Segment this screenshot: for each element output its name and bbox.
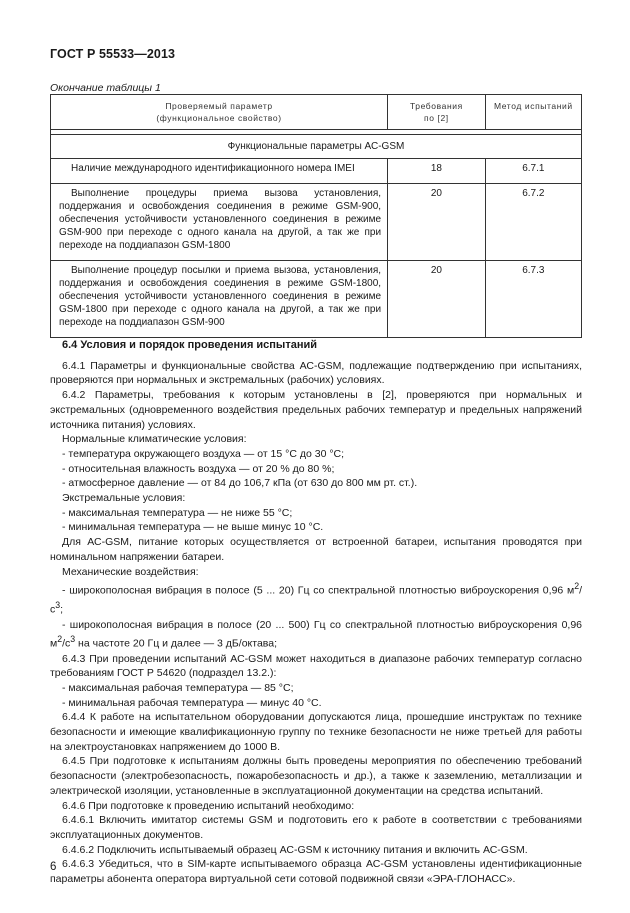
paragraph: - относительная влажность воздуха — от 20 % до 80 %; — [62, 462, 335, 475]
param-text: Выполнение процедуры приема вызова установления, поддержания и освобождения соединения в режиме GSM-900, обеспечения устойчивости установленного соединения в режиме GSM-900 при переходе с одного канала на другой, а так же при переходе на поддиапазон GSM-1800 — [59, 188, 382, 251]
vib1-text: - широкополосная вибрация в полосе (5 ... 20) Гц со спектральной плотностью виброускорения 0,96 м — [62, 584, 575, 597]
paragraph: - минимальная рабочая температура — минус 40 °С. — [62, 696, 322, 709]
param-cell — [51, 159, 388, 184]
method-cell: 6.7.2 — [485, 184, 581, 261]
section-body — [50, 338, 582, 887]
vib1-sup-b: 3 — [55, 600, 61, 611]
vib2-end: на частоте 20 Гц и далее — 3 дБ/октава; — [75, 637, 278, 650]
table-row — [51, 184, 582, 261]
paragraph: Нормальные климатические условия: — [62, 433, 247, 446]
paragraph: 6.4.1 Параметры и функциональные свойства АС-GSM, подлежащие подтверждению при испытаниях, проверяются при нормальных и экстремальных (рабочих) условиях. — [50, 359, 582, 387]
header-parameter — [51, 95, 388, 130]
paragraph: - минимальная температура — не выше минус 10 °С. — [62, 521, 324, 534]
paragraph: Механические воздействия: — [62, 565, 199, 578]
section-title-cell: Функциональные параметры АС-GSM — [51, 135, 582, 159]
paragraph: - максимальная температура — не ниже 55 °С; — [62, 506, 293, 519]
param-cell — [51, 184, 388, 261]
header-method-label: Метод испытаний — [493, 101, 573, 111]
vib1-mid: /с — [50, 584, 582, 616]
vib2-text: - широкополосная вибрация в полосе (20 ... 500) Гц со спектральной плотностью виброускорения 0,96 м — [50, 618, 582, 650]
header-requirements-line1: Требования — [409, 101, 463, 111]
paragraph: 6.4.2 Параметры, требования к которым установлены в [2], проверяются при нормальных и экстремальных (одновременного воздействия предельных рабочих температур и предельных напряжений источника питания) условиях. — [50, 389, 582, 431]
paragraph: 6.4.4 К работе на испытательном оборудовании допускаются лица, прошедшие инструктаж по технике безопасности и имеющие квалификационную группу по технике безопасности не ниже третьей для работы на электроустановках напряжением до 1000 В. — [50, 711, 582, 753]
method-cell: 6.7.3 — [485, 261, 581, 338]
header-parameter-line1: Проверяемый параметр — [165, 101, 273, 111]
section-heading: 6.4 Условия и порядок проведения испытаний — [62, 339, 318, 351]
paragraph: Для АС-GSM, питание которых осуществляется от встроенной батареи, испытания проводятся при номинальном напряжении батареи. — [50, 536, 582, 563]
vib1-end: ; — [60, 603, 64, 616]
req-cell: 20 — [388, 184, 486, 261]
paragraph: Экстремальные условия: — [62, 492, 186, 505]
vib2-sup-b: 3 — [70, 634, 76, 645]
table-row — [51, 159, 582, 184]
header-requirements-line2: по [2] — [424, 112, 449, 123]
document-header: ГОСТ Р 55533—2013 — [50, 47, 176, 61]
req-cell: 18 — [388, 159, 486, 184]
paragraph: 6.4.6 При подготовке к проведению испытаний необходимо: — [62, 799, 355, 812]
paragraph: 6.4.3 При проведении испытаний АС-GSM может находиться в диапазоне рабочих температур согласно требованиям ГОСТ Р 54620 (подраздел 13.2.): — [50, 652, 582, 680]
paragraph: - максимальная рабочая температура — 85 °С; — [62, 681, 294, 694]
vib2-sup-a: 2 — [57, 634, 63, 645]
section-row — [51, 135, 582, 159]
vibration-paragraph-1 — [50, 579, 582, 617]
param-cell — [51, 261, 388, 338]
header-requirements — [388, 95, 486, 130]
header-method — [485, 95, 581, 130]
paragraph: 6.4.6.1 Включить имитатор системы GSM и подготовить его к работе в соответствии с требованиями эксплуатационных документов. — [50, 814, 582, 841]
paragraph: 6.4.6.3 Убедиться, что в SIM-карте испытываемого образца АС-GSM установлены идентификационные параметры абонента оператора виртуальной сети сотовой подвижной связи «ЭРА-ГЛОНАСС». — [50, 858, 582, 886]
page-number: 6 — [50, 861, 57, 873]
req-cell: 20 — [388, 261, 486, 338]
paragraph: - температура окружающего воздуха — от 15 °С до 30 °С; — [62, 447, 345, 460]
paragraph: 6.4.5 При подготовке к испытаниям должны быть проведены мероприятия по обеспечению требований безопасности (электробезопасность, пожаробезопасность и др.), а также к заземлению, металлизации и электрической изоляции, установленные в эксплуатационной документации на средства испытаний. — [50, 755, 582, 797]
vib1-sup-a: 2 — [574, 581, 580, 592]
header-parameter-line2: (функциональное свойство) — [156, 112, 282, 123]
vib2-mid: /с — [62, 637, 71, 650]
param-text: Выполнение процедур посылки и приема вызова, установления, поддержания и освобождения соединения в режиме GSM-1800, обеспечения устойчивости установленного соединения в режиме GSM-1800 при переходе с одного канала на другой, а так же при переходе на поддиапазон GSM-900 — [59, 265, 382, 328]
table-caption: Окончание таблицы 1 — [50, 82, 161, 94]
paragraph: - атмосферное давление — от 84 до 106,7 кПа (от 630 до 800 мм рт. ст.). — [62, 477, 418, 490]
method-cell: 6.7.1 — [485, 159, 581, 184]
table-header-row — [51, 95, 582, 130]
table-row — [51, 261, 582, 338]
vibration-paragraph-2 — [50, 618, 582, 652]
param-text: Наличие международного идентификационного номера IMEI — [71, 163, 355, 174]
paragraph: 6.4.6.2 Подключить испытываемый образец АС-GSM к источнику питания и включить АС-GSM. — [62, 843, 528, 856]
parameters-table — [50, 94, 582, 338]
